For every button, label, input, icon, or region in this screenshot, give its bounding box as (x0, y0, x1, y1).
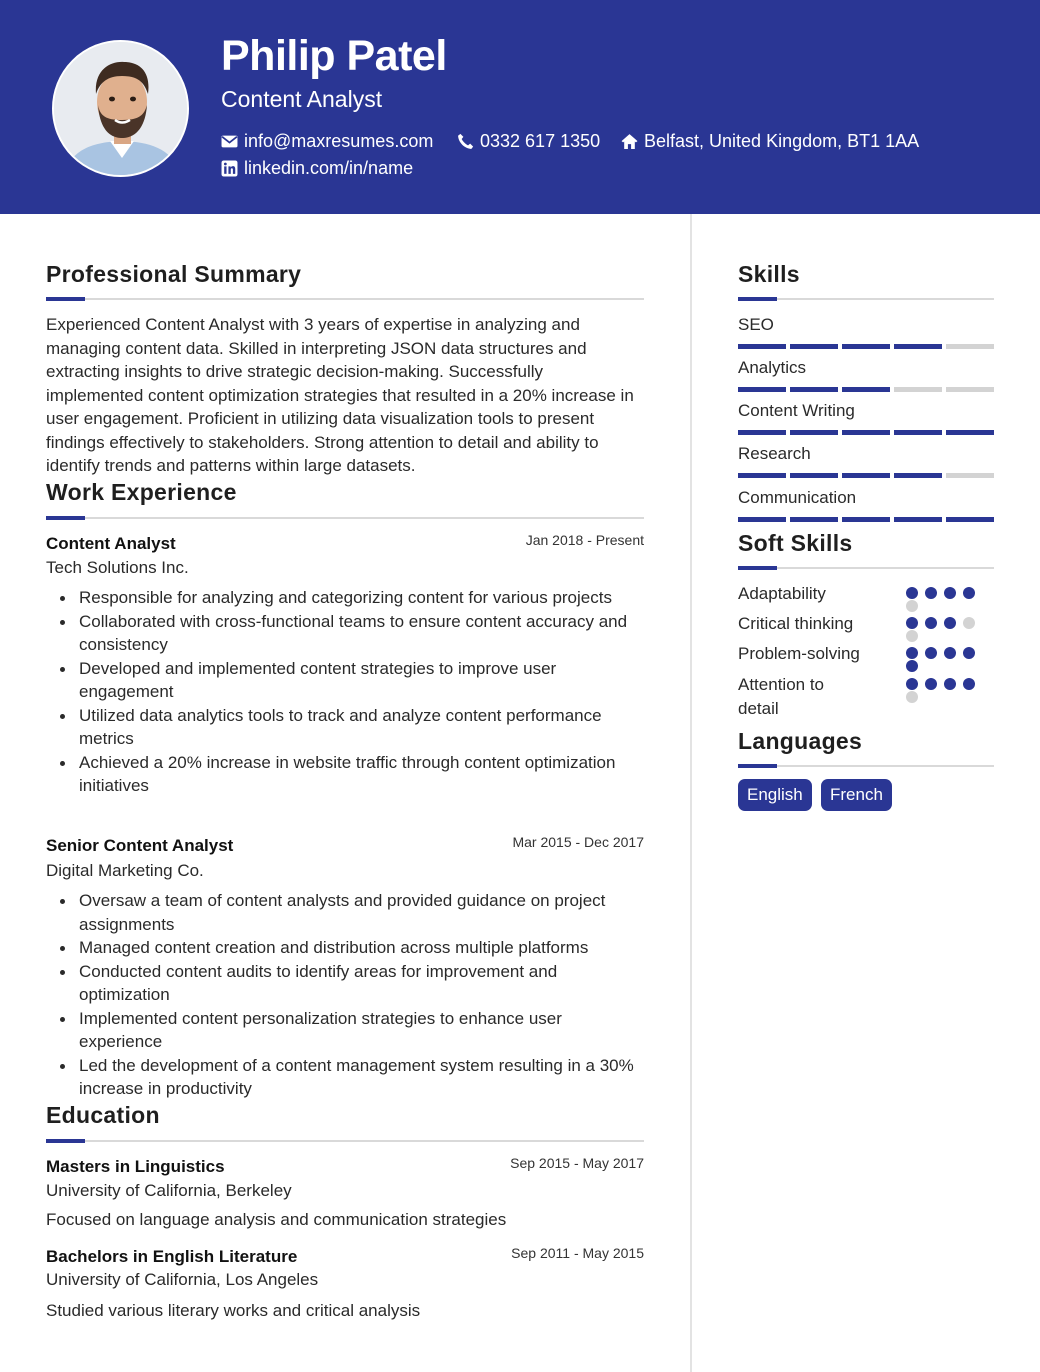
rating-dot (963, 647, 975, 659)
contact-location (621, 130, 919, 152)
skill-level-segment (946, 430, 994, 435)
soft-skills-heading: Soft Skills (738, 530, 853, 556)
contact-phone[interactable] (457, 130, 600, 152)
resume-header (0, 0, 1040, 214)
list-item: Implemented content personalization strategies to enhance user experience (46, 1007, 646, 1054)
job-date: Jan 2018 - Present (525, 532, 644, 548)
degree-description: Studied various literary works and critical analysis (46, 1301, 421, 1320)
skill-level-segment (894, 473, 942, 478)
skill-name: Research (738, 444, 811, 463)
education-heading: Education (46, 1102, 160, 1128)
skill-level-segment (738, 430, 786, 435)
skill-level-bar (738, 344, 994, 349)
degree-description: Focused on language analysis and communication strategies (46, 1210, 507, 1229)
skills-heading: Skills (738, 261, 800, 287)
skill-level-segment (946, 517, 994, 522)
experience-rule (46, 517, 644, 519)
list-item: Developed and implemented content strategies to improve user engagement (46, 657, 646, 704)
job-title: Content Analyst (46, 534, 176, 553)
languages-rule (738, 765, 994, 767)
candidate-name: Philip Patel (221, 32, 447, 80)
phone-icon (457, 133, 474, 150)
rating-dot (925, 587, 937, 599)
skill-level-segment (894, 387, 942, 392)
list-item: Conducted content audits to identify areas for improvement and optimization (46, 960, 646, 1007)
soft-skill-rating (906, 678, 980, 703)
contact-linkedin[interactable] (221, 157, 413, 179)
language-badge: English (738, 779, 812, 811)
language-badge: French (821, 779, 892, 811)
skill-name: Communication (738, 488, 857, 507)
degree-title: Bachelors in English Literature (46, 1247, 298, 1266)
skill-level-segment (842, 430, 890, 435)
rating-dot (906, 660, 918, 672)
skill-level-segment (946, 387, 994, 392)
skill-level-segment (842, 473, 890, 478)
soft-skill-name: Critical thinking (738, 614, 854, 633)
skill-level-segment (894, 517, 942, 522)
skill-level-bar (738, 430, 994, 435)
rating-dot (944, 647, 956, 659)
list-item: Oversaw a team of content analysts and provided guidance on project assignments (46, 889, 646, 936)
experience-heading: Work Experience (46, 479, 237, 505)
skill-level-segment (790, 344, 838, 349)
soft-skill-name: Problem-solving (738, 644, 860, 663)
person-portrait-icon (54, 42, 189, 177)
list-item: Managed content creation and distribution across multiple platforms (46, 936, 646, 960)
skill-level-segment (894, 430, 942, 435)
contact-email[interactable] (221, 130, 433, 152)
job-title: Senior Content Analyst (46, 836, 234, 855)
rating-dot (906, 587, 918, 599)
job-bullets (46, 889, 646, 1101)
skill-name: Content Writing (738, 401, 855, 420)
skill-level-segment (790, 430, 838, 435)
rating-dot (906, 678, 918, 690)
rating-dot (963, 617, 975, 629)
rating-dot (925, 678, 937, 690)
job-date: Mar 2015 - Dec 2017 (512, 834, 644, 850)
skill-level-segment (842, 517, 890, 522)
skill-level-segment (738, 387, 786, 392)
skill-name: Analytics (738, 358, 807, 377)
skill-level-bar (738, 473, 994, 478)
soft-skill-rating (906, 617, 980, 642)
linkedin-icon (221, 160, 238, 177)
profile-photo (52, 40, 189, 177)
list-item: Utilized data analytics tools to track and analyze content performance metrics (46, 704, 646, 751)
soft-skill-rating (906, 647, 980, 672)
rating-dot (944, 678, 956, 690)
rating-dot (963, 587, 975, 599)
candidate-title: Content Analyst (221, 86, 383, 112)
soft-skills-rule (738, 567, 994, 569)
rating-dot (944, 587, 956, 599)
home-icon (621, 133, 638, 150)
skill-level-segment (738, 517, 786, 522)
summary-heading: Professional Summary (46, 261, 302, 287)
list-item: Collaborated with cross-functional teams to ensure content accuracy and consistency (46, 610, 646, 657)
soft-skill-name: Adaptability (738, 584, 826, 603)
rating-dot (925, 617, 937, 629)
rating-dot (906, 630, 918, 642)
skill-level-bar (738, 517, 994, 522)
school-name: University of California, Berkeley (46, 1181, 292, 1200)
skill-level-segment (946, 344, 994, 349)
skill-level-segment (842, 344, 890, 349)
soft-skill-name: Attention to detail (738, 675, 825, 718)
degree-date: Sep 2015 - May 2017 (510, 1155, 644, 1171)
column-divider (690, 214, 692, 1372)
education-rule (46, 1140, 644, 1142)
list-item: Responsible for analyzing and categorizing content for various projects (46, 586, 646, 610)
email-text: info@maxresumes.com (244, 131, 434, 151)
job-company: Tech Solutions Inc. (46, 558, 189, 577)
job-company: Digital Marketing Co. (46, 861, 204, 880)
degree-title: Masters in Linguistics (46, 1157, 225, 1176)
skills-rule (738, 298, 994, 300)
skill-level-segment (738, 344, 786, 349)
school-name: University of California, Los Angeles (46, 1270, 319, 1289)
rating-dot (944, 617, 956, 629)
location-text: Belfast, United Kingdom, BT1 1AA (644, 131, 920, 151)
skill-level-segment (842, 387, 890, 392)
summary-rule (46, 298, 644, 300)
skill-level-segment (738, 473, 786, 478)
rating-dot (963, 678, 975, 690)
rating-dot (906, 617, 918, 629)
linkedin-text: linkedin.com/in/name (244, 158, 414, 178)
list-item: Achieved a 20% increase in website traffic through content optimization initiatives (46, 751, 646, 798)
rating-dot (925, 647, 937, 659)
soft-skill-rating (906, 587, 980, 612)
envelope-icon (221, 133, 238, 150)
skill-level-segment (790, 517, 838, 522)
list-item: Led the development of a content management system resulting in a 30% increase in productivity (46, 1054, 646, 1101)
skill-level-segment (894, 344, 942, 349)
phone-text: 0332 617 1350 (480, 131, 601, 151)
job-bullets (46, 586, 646, 798)
skill-name: SEO (738, 315, 774, 334)
skill-level-segment (946, 473, 994, 478)
rating-dot (906, 600, 918, 612)
skill-level-bar (738, 387, 994, 392)
rating-dot (906, 647, 918, 659)
rating-dot (906, 691, 918, 703)
summary-text: Experienced Content Analyst with 3 years of expertise in analyzing and managing content data. Skilled in interpreting JSON data structures and extracting insights to drive strategic decision-making. Successfully implemented content optimization strategies that resulted in a 20% increase in user engagement. Proficient in utilizing data visualization tools to present findings effectively to stakeholders. Strong attention to detail and ability to identify trends and patterns within large datasets. (46, 315, 634, 475)
skill-level-segment (790, 387, 838, 392)
skill-level-segment (790, 473, 838, 478)
degree-date: Sep 2011 - May 2015 (511, 1245, 644, 1261)
languages-heading: Languages (738, 728, 863, 754)
